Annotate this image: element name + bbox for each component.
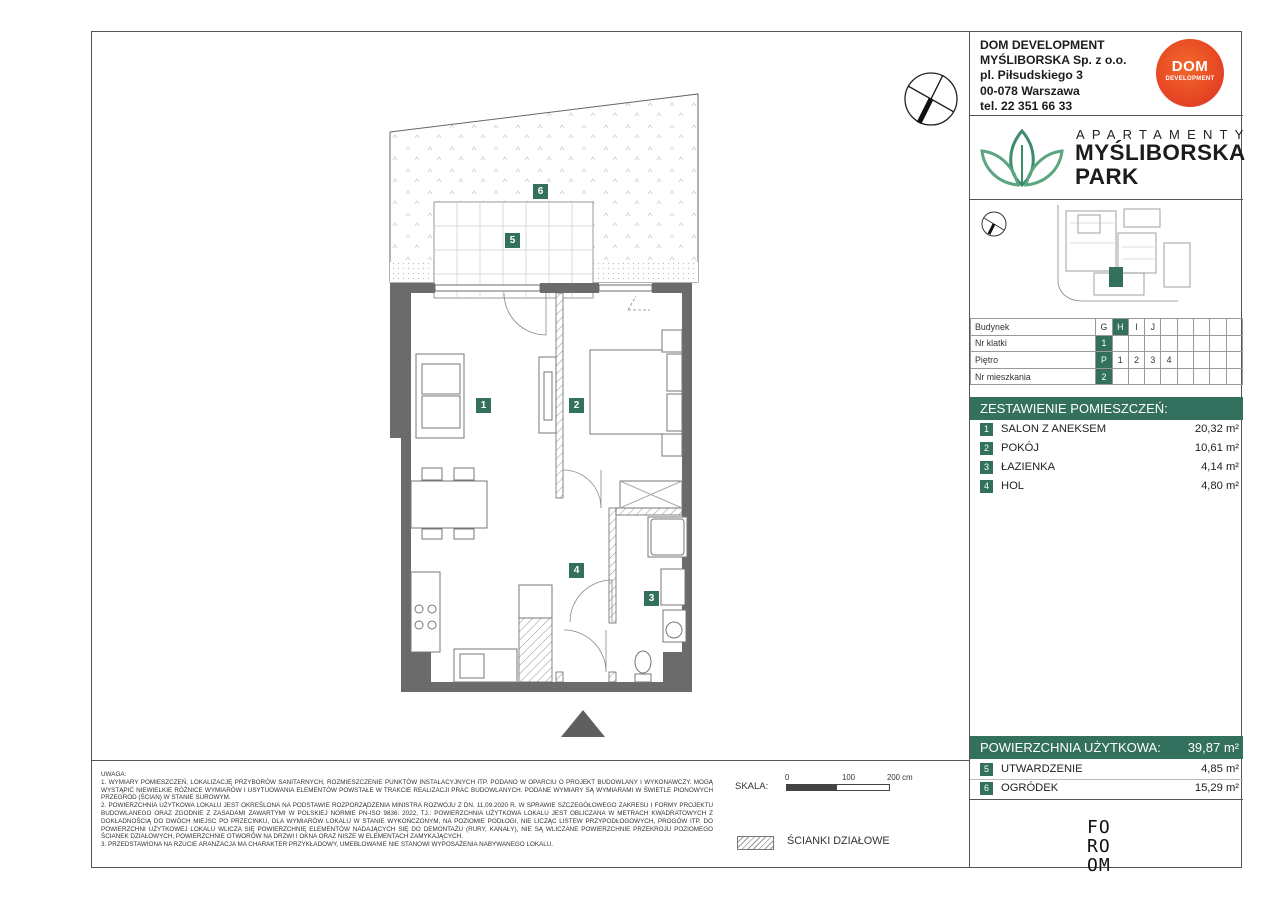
info-cell: 1	[1112, 352, 1128, 369]
partition-legend-swatch	[737, 836, 774, 850]
room-area: 20,32 m²	[1194, 423, 1239, 435]
tag-pokoj: 2	[569, 398, 584, 413]
info-cell	[1194, 352, 1210, 369]
usable-area-label: POWIERZCHNIA UŻYTKOWA:	[980, 740, 1161, 755]
info-panel	[969, 31, 1251, 876]
scale-tick-200: 200 cm	[887, 773, 913, 782]
info-cell	[1161, 335, 1177, 352]
room-name: ŁAZIENKA	[1001, 461, 1056, 473]
info-row-label: Nr klatki	[971, 335, 1096, 352]
extra-area: 4,85 m²	[1201, 763, 1239, 775]
info-cell: G	[1096, 319, 1112, 336]
company-phone: tel. 22 351 66 33	[980, 98, 1073, 113]
tag-lazienka: 3	[644, 591, 659, 606]
room-number: 1	[980, 423, 993, 436]
project-subtitle: APARTAMENTY	[1076, 127, 1251, 142]
dom-development-logo	[1156, 39, 1224, 107]
room-row	[970, 459, 1243, 478]
info-cell	[1194, 368, 1210, 385]
info-cell	[1161, 368, 1177, 385]
info-cell	[1161, 319, 1177, 336]
logo-text: DOM	[1171, 58, 1209, 75]
info-row-label: Nr mieszkania	[971, 368, 1096, 385]
scale-tick-100: 100	[842, 773, 856, 782]
north-arrow-small-icon	[982, 212, 1006, 236]
entrance-arrow-icon	[561, 710, 605, 737]
info-cell	[1194, 335, 1210, 352]
project-name-line2: PARK	[1075, 164, 1139, 189]
info-cell: 4	[1161, 352, 1177, 369]
info-cell	[1210, 319, 1226, 336]
room-row	[970, 440, 1243, 459]
floor-plan	[92, 32, 969, 760]
north-arrow-icon	[905, 73, 957, 125]
info-cell: P	[1096, 352, 1112, 369]
room-area: 10,61 m²	[1194, 442, 1239, 454]
notes	[101, 771, 713, 849]
apartment-info-table	[970, 318, 1243, 385]
usable-area-value: 39,87 m²	[1187, 740, 1239, 755]
info-cell	[1177, 352, 1193, 369]
room-area: 4,80 m²	[1201, 480, 1239, 492]
info-cell	[1145, 335, 1161, 352]
info-cell: 1	[1096, 335, 1112, 352]
info-row	[971, 335, 1243, 352]
extra-name: OGRÓDEK	[1001, 782, 1059, 794]
company-street: pl. Piłsudskiego 3	[980, 68, 1083, 83]
info-cell: 2	[1128, 352, 1144, 369]
usable-area-band	[970, 736, 1243, 759]
company-name: DOM DEVELOPMENT	[980, 38, 1105, 52]
note-item: 3. PRZEDSTAWIONA NA RZUCIE ARANŻACJA MA CHARAKTER PRZYKŁADOWY, UMEBLOWANIE NIE STANOWI WYPOSAŻENIA NABYWANEGO LOKALU.	[101, 841, 554, 849]
tag-utwardzenie: 5	[505, 233, 520, 248]
info-cell	[1194, 319, 1210, 336]
info-cell	[1112, 335, 1128, 352]
legend-label: ŚCIANKI DZIAŁOWE	[787, 835, 890, 847]
info-cell	[1128, 368, 1144, 385]
extra-number: 5	[980, 763, 993, 776]
info-cell	[1177, 368, 1193, 385]
foroom-line: FO	[1087, 817, 1111, 838]
tag-hol: 4	[569, 563, 584, 578]
extra-name: UTWARDZENIE	[1001, 763, 1083, 775]
info-cell	[1145, 368, 1161, 385]
info-cell: 2	[1096, 368, 1112, 385]
extra-area: 15,29 m²	[1194, 782, 1239, 794]
floor-plan-drawing	[92, 32, 969, 760]
room-name: HOL	[1001, 480, 1025, 492]
bedroom-furniture	[590, 330, 682, 508]
rooms-header-text: ZESTAWIENIE POMIESZCZEŃ:	[980, 401, 1168, 416]
logo-subtext: DEVELOPMENT	[1165, 76, 1215, 82]
extra-row	[970, 780, 1243, 799]
info-cell: H	[1112, 319, 1128, 336]
bottom-divider	[91, 760, 970, 761]
room-name: POKÓJ	[1001, 442, 1039, 454]
project-name-line1: MYŚLIBORSKA	[1075, 140, 1246, 165]
leaf-logo-icon	[978, 127, 1066, 189]
room-number: 4	[980, 480, 993, 493]
room-row	[970, 421, 1243, 440]
company-contact	[980, 38, 1126, 114]
info-cell	[1226, 368, 1242, 385]
info-cell	[1112, 368, 1128, 385]
note-item: 2. POWIERZCHNIA UŻYTKOWA LOKALU JEST OKREŚLONA NA PODSTAWIE ROZPORZĄDZENIA MINISTRA ROZWOJU Z DN. 11.09.2020 R. W SPRAWIE SZCZEGÓŁOWEGO ZAKRESU I FORMY PROJEKTU BUDOWLANEGO ORAZ ZGODNIE Z ZASADAMI ZAWARTYMI W POLSKIEJ NORMIE PN-ISO 9836: 2022, TJ.: POWIERZCHNIA UŻYTKOWA LOKALU JEST OBLICZANA W METRACH KWADRATOWYCH Z DOKŁADNOŚCIĄ DO DWÓCH MIEJSC PO PRZECINKU, DLA WYMIARÓW LOKALU W STANIE WYKOŃCZONYM, NA POZIOMIE PODŁOGI, NIE LICZĄC LISTEW PRZYPODŁOGOWYCH, PROGÓW ITP. DO POWIERZCHNI UŻYTKOWEJ LOKALU WLICZA SIĘ POWIERZCHNIĘ ELEMENTÓW NADAJĄCYCH SIĘ DO DEMONTAŻU (RURY, KANAŁY), NIE SĄ WLICZANE POWIERZCHNIE PRZEKROJU POZIOMEGO ŚCIANEK DZIAŁOWYCH, POWIERZCHNIE OTWORÓW NA DRZWI I OKNA ORAZ NISZE W ELEMENTACH ZAMYKAJĄCYCH.	[101, 802, 713, 841]
room-area: 4,14 m²	[1201, 461, 1239, 473]
info-row	[971, 319, 1243, 336]
info-cell	[1128, 335, 1144, 352]
scale-label: SKALA:	[735, 781, 769, 792]
foroom-line: OM	[1087, 855, 1111, 876]
company-legal: MYŚLIBORSKA Sp. z o.o.	[980, 53, 1127, 68]
room-name: SALON Z ANEKSEM	[1001, 423, 1107, 435]
info-cell	[1210, 352, 1226, 369]
extra-row	[970, 761, 1243, 780]
foroom-line: RO	[1087, 836, 1111, 857]
info-cell	[1177, 335, 1193, 352]
rooms-header	[970, 397, 1243, 420]
info-cell: I	[1128, 319, 1144, 336]
info-cell	[1226, 319, 1242, 336]
info-cell	[1226, 352, 1242, 369]
foroom-logo	[1087, 818, 1111, 875]
site-key-map	[978, 203, 1238, 315]
extra-number: 6	[980, 782, 993, 795]
info-row	[971, 352, 1243, 369]
room-number: 3	[980, 461, 993, 474]
info-cell: J	[1145, 319, 1161, 336]
room-row	[970, 478, 1243, 497]
info-cell: 3	[1145, 352, 1161, 369]
info-cell	[1210, 335, 1226, 352]
tag-salon: 1	[476, 398, 491, 413]
tag-ogrodek: 6	[533, 184, 548, 199]
note-item: 1. WYMIARY POMIESZCZEŃ, LOKALIZACJĘ PRZYBORÓW SANITARNYCH, ROZMIESZCZENIE PUNKTÓW INSTALACYJNYCH ITP. PODANO W OPARCIU O PROJEKT BUDOWLANY I WYKONAWCZY. MOGĄ WYSTĄPIĆ NIEWIELKIE RÓŻNICE WYMIARÓW I USYTUOWANIA ELEMENTÓW POWSTAŁE W TRAKCIE REALIZACJI PRAC BUDOWLANYCH. PODANE WYMIARY SĄ WYMIARAMI W ŚWIETLE PIONOWYCH PRZEGRÓD (ŚCIAN) W STANIE SUROWYM.	[101, 778, 713, 802]
notes-title: UWAGA:	[101, 771, 127, 778]
scale-bar	[786, 784, 890, 791]
info-row-label: Piętro	[971, 352, 1096, 369]
info-row	[971, 368, 1243, 385]
info-cell	[1210, 368, 1226, 385]
company-city: 00-078 Warszawa	[980, 83, 1080, 98]
room-number: 2	[980, 442, 993, 455]
scale-tick-0: 0	[785, 773, 790, 782]
info-cell	[1226, 335, 1242, 352]
info-row-label: Budynek	[971, 319, 1096, 336]
info-cell	[1177, 319, 1193, 336]
